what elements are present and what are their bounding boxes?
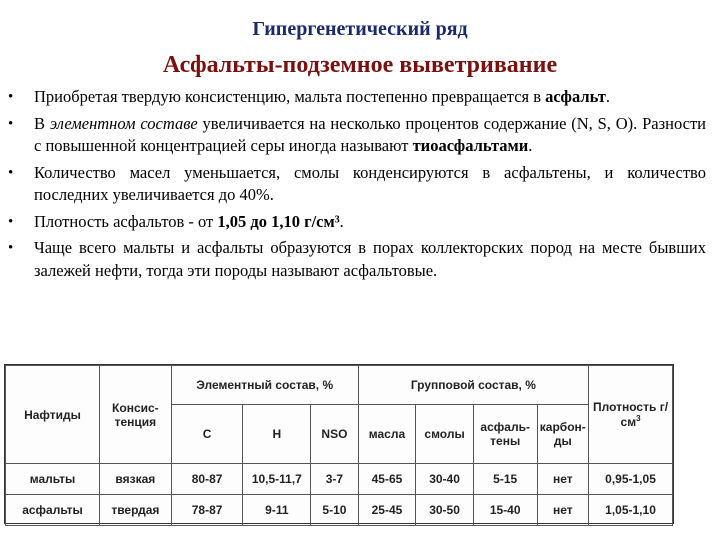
bullet-item <box>0 113 716 158</box>
composition-table-frame <box>4 364 674 524</box>
cell-asphaltenes: 15-40 <box>473 495 537 526</box>
bullet-italic: элементном составе <box>49 113 198 133</box>
slide-title: Гипергенетический ряд <box>252 18 468 40</box>
bullet-text-end: . <box>528 136 533 155</box>
cell-consistency: вязкая <box>99 464 171 495</box>
cell-name: асфальты <box>6 495 100 526</box>
slide-subtitle: Асфальты-подземное выветривание <box>162 52 558 78</box>
cell-density: 1,05-1,10 <box>589 495 673 526</box>
cell-nso: 5-10 <box>311 495 358 526</box>
header-density <box>589 366 673 464</box>
header-asphaltenes: асфаль-тены <box>473 405 537 464</box>
cell-resins: 30-40 <box>416 464 474 495</box>
bullet-marker: • <box>8 89 14 105</box>
cell-density: 0,95-1,05 <box>589 464 673 495</box>
density-label: Плотность г/см <box>593 400 669 429</box>
bullet-text: Количество масел уменьшается, смолы конденсируются в асфальтены, и количество последних увеличивается до 40%. <box>34 162 706 204</box>
cell-oils: 45-65 <box>358 464 416 495</box>
cell-asphaltenes: 5-15 <box>473 464 537 495</box>
bullet-item <box>0 162 716 207</box>
bullet-bold: тиоасфальтами <box>412 136 529 155</box>
bullet-bold: асфальт <box>545 87 606 106</box>
bullet-marker: • <box>8 240 14 256</box>
bullet-item <box>0 237 716 282</box>
header-resins: смолы <box>416 405 474 464</box>
bullet-text-end: . <box>605 87 610 106</box>
header-nso: NSO <box>311 405 358 464</box>
header-oils: масла <box>358 405 416 464</box>
composition-table <box>5 365 673 526</box>
cell-name: мальты <box>6 464 100 495</box>
bullet-text: Чаще всего мальты и асфальты образуются в порах коллекторских пород на месте бывших залежей нефти, тогда эти породы называют асфальтовые. <box>34 238 706 280</box>
cell-h: 9-11 <box>243 495 311 526</box>
bullet-text: В <box>34 113 50 133</box>
bullet-text: увеличивается на несколько процентов содержание (N, S, O). Разности с повышенной концентрацией серы иногда называют <box>34 113 707 155</box>
table-row <box>6 495 673 526</box>
cell-c: 80-87 <box>171 464 243 495</box>
bullet-text: Плотность асфальтов - от <box>34 211 218 231</box>
bullet-marker: • <box>8 213 14 230</box>
bullet-list <box>0 86 716 286</box>
cell-nso: 3-7 <box>311 464 358 495</box>
bullet-text-end: . <box>339 211 344 231</box>
header-carboids: карбон-ды <box>537 405 589 464</box>
bullet-bold: 1,05 до 1,10 г/см³ <box>217 211 340 231</box>
header-naftidy: Нафтиды <box>6 366 100 464</box>
header-elemental-group: Элементный состав, % <box>171 366 358 405</box>
header-consistency: Консис-тенция <box>99 366 171 464</box>
header-h: H <box>243 405 311 464</box>
bullet-text: Приобретая твердую консистенцию, мальта постепенно превращается в <box>34 87 546 106</box>
cell-c: 78-87 <box>171 495 243 526</box>
bullet-marker: • <box>8 164 14 181</box>
cell-consistency: твердая <box>99 495 171 526</box>
density-sup: 3 <box>636 414 641 423</box>
header-group-composition: Групповой состав, % <box>358 366 588 405</box>
cell-carboids: нет <box>537 495 589 526</box>
cell-resins: 30-50 <box>416 495 474 526</box>
cell-h: 10,5-11,7 <box>243 464 311 495</box>
bullet-item <box>0 86 716 109</box>
cell-oils: 25-45 <box>358 495 416 526</box>
header-c: C <box>171 405 243 464</box>
table-row <box>6 464 673 495</box>
bullet-item <box>0 211 716 234</box>
bullet-marker: • <box>8 115 14 132</box>
cell-carboids: нет <box>537 464 589 495</box>
